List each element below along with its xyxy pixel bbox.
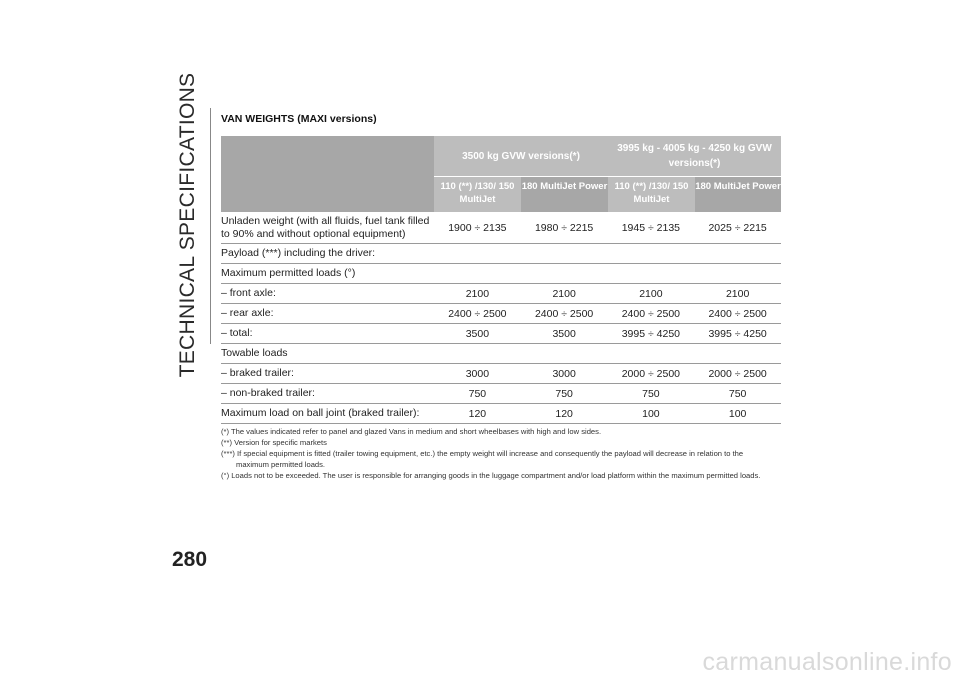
footnote: (**) Version for specific markets <box>221 438 327 447</box>
header-blank-cell <box>221 136 434 212</box>
row-label: – front axle: <box>221 287 276 299</box>
table-header <box>221 136 781 212</box>
row-label: – total: <box>221 327 253 339</box>
footnote: (***) If special equipment is fitted (trailer towing equipment, etc.) the empty weight will increase and consequently the payload will decrease in relation to the <box>221 449 744 458</box>
row-value: 750 <box>468 387 487 400</box>
header-sub-2: 180 MultiJet Power <box>521 177 608 212</box>
weights-table <box>221 136 781 424</box>
row-label: – braked trailer: <box>221 367 294 379</box>
row-value: 120 <box>555 407 573 420</box>
row-value: 2000 ÷ 2500 <box>621 367 681 380</box>
table-row <box>221 364 781 384</box>
table-row <box>221 212 781 244</box>
row-value: 2100 <box>465 287 490 300</box>
row-value: 2400 ÷ 2500 <box>534 307 594 320</box>
table-row <box>221 264 781 284</box>
row-value: 2400 ÷ 2500 <box>708 307 767 320</box>
row-value: 3500 <box>552 327 576 340</box>
row-value: 3995 ÷ 4250 <box>621 327 681 340</box>
table-row <box>221 244 781 264</box>
page-title: VAN WEIGHTS (MAXI versions) <box>221 113 377 125</box>
row-label: Towable loads <box>221 347 288 359</box>
row-value: 3995 ÷ 4250 <box>708 327 767 340</box>
row-value: 1945 ÷ 2135 <box>621 221 681 234</box>
row-value: 2400 ÷ 2500 <box>621 307 681 320</box>
header-sub-1: 110 (**) /130/ 150 MultiJet <box>440 181 515 205</box>
row-value: 3500 <box>465 327 490 340</box>
row-value: 2100 <box>639 287 663 300</box>
row-label: – rear axle: <box>221 307 274 319</box>
row-value: 3000 <box>552 367 576 380</box>
table-row <box>221 404 781 424</box>
side-rule <box>210 108 211 344</box>
row-value: 2025 ÷ 2215 <box>708 221 767 234</box>
row-value: 2000 ÷ 2500 <box>708 367 767 380</box>
row-label: Maximum load on ball joint (braked trailer): <box>221 407 420 419</box>
footnote-continuation: maximum permitted loads. <box>236 460 326 469</box>
side-section-title <box>168 72 208 378</box>
row-value: 2400 ÷ 2500 <box>448 307 507 320</box>
row-label: – non-braked trailer: <box>221 387 315 399</box>
row-value: 1900 ÷ 2135 <box>448 221 507 234</box>
watermark: carmanualsonline.info <box>702 648 952 676</box>
table-row <box>221 384 781 404</box>
row-value: 3000 <box>465 367 490 380</box>
header-sub-3: 110 (**) /130/ 150 MultiJet <box>614 181 689 205</box>
table-row <box>221 324 781 344</box>
header-sub-4: 180 MultiJet Power <box>695 177 781 212</box>
table-row <box>221 344 781 364</box>
row-value: 1980 ÷ 2215 <box>534 221 594 234</box>
table-row <box>221 304 781 324</box>
row-label: Payload (***) including the driver: <box>221 247 376 259</box>
page-number: 280 <box>172 548 208 571</box>
row-label: Maximum permitted loads (°) <box>221 267 356 279</box>
row-value: 2100 <box>725 287 750 300</box>
row-value: 120 <box>468 407 487 420</box>
footnotes <box>221 426 791 481</box>
side-section-title-text: TECHNICAL SPECIFICATIONS <box>176 72 199 378</box>
row-value: 2100 <box>552 287 576 300</box>
table-row <box>221 284 781 304</box>
header-group-3995: 3995 kg - 4005 kg - 4250 kg GVW versions(*) <box>617 143 772 169</box>
row-value: 100 <box>642 407 660 420</box>
row-value: 100 <box>728 407 747 420</box>
row-value: 750 <box>555 387 573 400</box>
footnote: (*) The values indicated refer to panel and glazed Vans in medium and short wheelbases with high and low sides. <box>221 427 602 436</box>
header-group-3500: 3500 kg GVW versions(*) <box>462 150 580 162</box>
row-label: Unladen weight (with all fluids, fuel tank filled to 90% and without optional equipment) <box>221 214 430 240</box>
footnote: (°) Loads not to be exceeded. The user is responsible for arranging goods in the luggage compartment and/or load platform within the maximum permitted loads. <box>221 471 761 480</box>
row-value: 750 <box>642 387 660 400</box>
row-value: 750 <box>728 387 747 400</box>
